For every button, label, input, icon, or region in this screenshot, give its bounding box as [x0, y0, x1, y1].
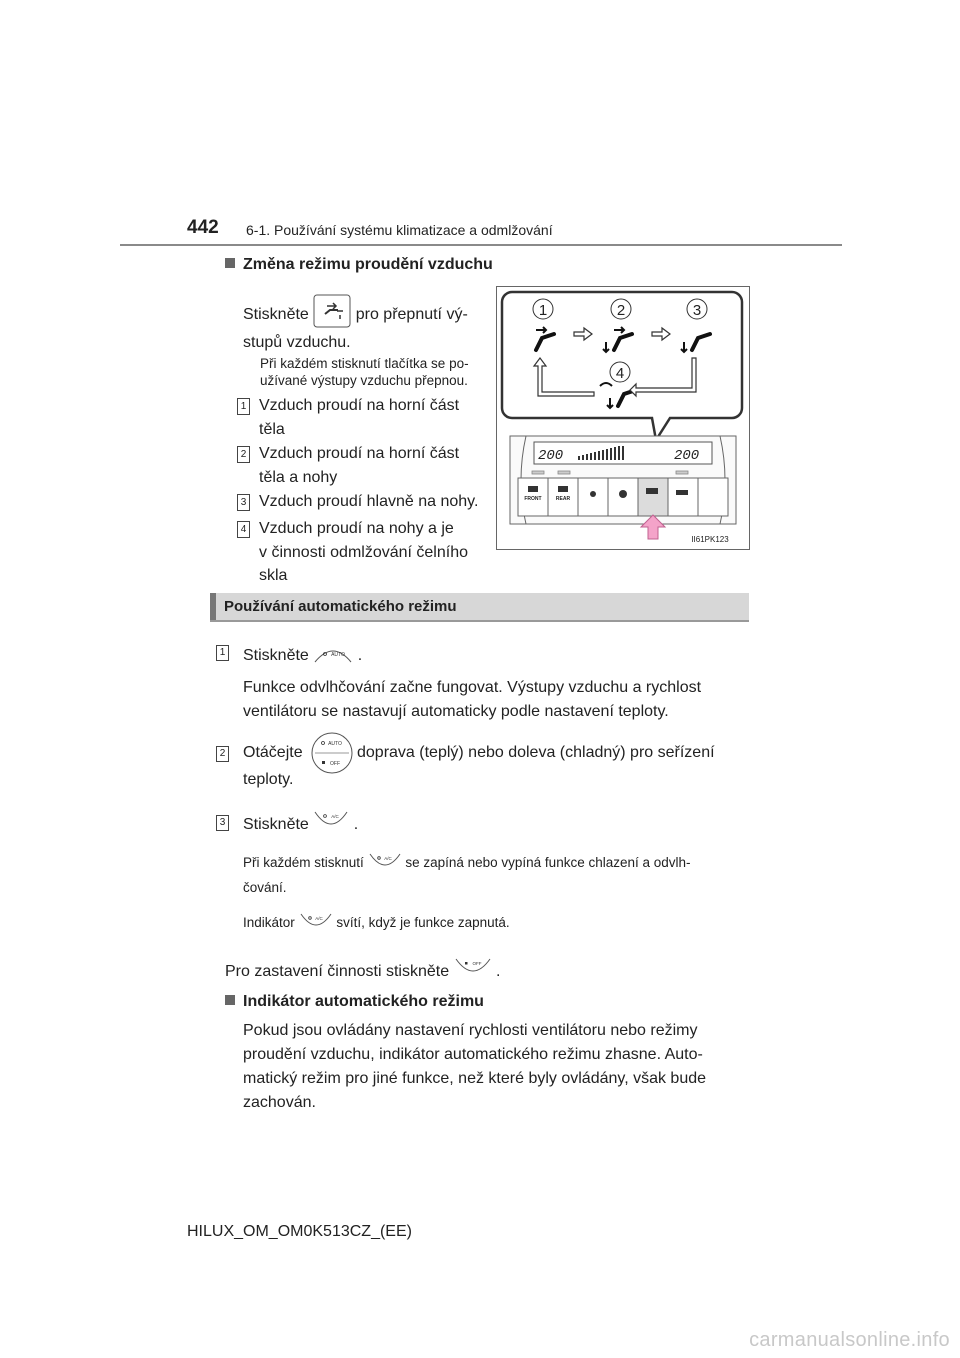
ac-indicator-icon-2: [299, 912, 333, 935]
page-number: 442: [187, 217, 219, 238]
indicator-paragraph-line4: zachován.: [243, 1094, 316, 1111]
svg-text:A/C: A/C: [383, 856, 392, 861]
display-left-temp: 200: [538, 448, 564, 464]
section-rule: [210, 620, 749, 622]
callout-number-2: [611, 299, 631, 319]
step-number-2: 2: [216, 746, 229, 762]
callout-number-3: [687, 299, 707, 319]
auto-mode-section-bar: [210, 593, 749, 620]
item-number-1: 1: [237, 398, 250, 415]
indicator-heading: Indikátor automatického režimu: [225, 993, 484, 1011]
step-3-text: Stiskněte A/C .: [243, 810, 358, 840]
step-1-text: Stiskněte AUTO .: [243, 640, 362, 672]
indicator-paragraph-line2: proudění vzduchu, indikátor automatického režimu zhasne. Auto-: [243, 1046, 703, 1063]
step-number-1: 1: [216, 645, 229, 661]
item-3-line1: Vzduch proudí hlavně na nohy.: [259, 493, 479, 510]
airflow-intro: Stiskněte pro přepnutí vý-: [243, 294, 493, 336]
step-1-paragraph-line2: ventilátoru se nastavují automaticky podle nastavení teploty.: [243, 703, 669, 720]
indicator-paragraph-line3: matický režim pro jiné funkce, než které byly ovládány, však bude: [243, 1070, 707, 1087]
svg-text:A/C: A/C: [331, 814, 340, 819]
item-number-3: 3: [237, 494, 250, 511]
square-bullet-icon: [225, 258, 235, 268]
item-number-2: 2: [237, 446, 250, 463]
airflow-note-line2: užívané výstupy vzduchu přepnou.: [260, 373, 468, 388]
svg-text:AUTO: AUTO: [328, 741, 342, 747]
item-1-line2: těla: [259, 421, 285, 438]
callout-number-4: [610, 362, 630, 382]
header-rule: [120, 244, 842, 246]
item-4-line2: v činnosti odmlžování čelního: [259, 544, 468, 561]
front-defog-label: FRONT: [524, 496, 542, 502]
airflow-mode-button-icon: [313, 294, 351, 336]
item-2-line1: Vzduch proudí na horní část: [259, 445, 460, 462]
svg-text:A/C: A/C: [314, 916, 323, 921]
stop-instruction: Pro zastavení činnosti stiskněte OFF .: [225, 957, 500, 987]
step-2-after: doprava (teplý) nebo doleva (chladný) pro seřízení: [357, 744, 715, 761]
step-1-paragraph-line1: Funkce odvlhčování začne fungovat. Výstupy vzduchu a rychlost: [243, 679, 702, 696]
note-1-line2: čování.: [243, 880, 287, 895]
note-2: Indikátor A/C svítí, když je funkce zapnutá.: [243, 912, 510, 935]
watermark: carmanualsonline.info: [749, 1329, 950, 1351]
svg-text:1: 1: [538, 302, 548, 319]
indicator-paragraph-line1: Pokud jsou ovládány nastavení rychlosti ventilátoru nebo režimy: [243, 1022, 698, 1039]
svg-text:OFF: OFF: [330, 761, 340, 767]
step-2-line2: teploty.: [243, 771, 294, 788]
item-1-line1: Vzduch proudí na horní část: [259, 397, 460, 414]
auto-mode-heading: Používání automatického režimu: [224, 598, 457, 615]
rear-defog-label: REAR: [555, 496, 571, 502]
document-code: HILUX_OM_OM0K513CZ_(EE): [187, 1223, 412, 1240]
step-number-3: 3: [216, 815, 229, 831]
item-4-line3: skla: [259, 567, 288, 584]
temperature-dial-icon: [311, 728, 353, 783]
climate-panel-figure: [496, 286, 750, 550]
svg-text:4: 4: [615, 365, 625, 382]
ac-indicator-icon: [368, 852, 402, 875]
item-4-line1: Vzduch proudí na nohy a je: [259, 520, 454, 537]
off-button-icon: [454, 957, 492, 987]
item-2-line2: těla a nohy: [259, 469, 338, 486]
svg-text:3: 3: [692, 302, 702, 319]
airflow-intro-line2: stupů vzduchu.: [243, 334, 351, 351]
section-title: 6-1. Používání systému klimatizace a odmlžování: [246, 222, 553, 238]
square-bullet-icon-2: [225, 995, 235, 1005]
airflow-heading: Změna režimu proudění vzduchu: [225, 256, 493, 274]
display-right-temp: 200: [674, 448, 700, 464]
svg-text:AUTO: AUTO: [331, 652, 346, 658]
figure-code: II61PK123: [691, 535, 729, 544]
item-number-4: 4: [237, 521, 250, 538]
svg-text:OFF: OFF: [472, 961, 482, 966]
auto-button-icon: [313, 640, 353, 672]
svg-text:2: 2: [616, 302, 626, 319]
callout-number-1: [533, 299, 553, 319]
note-1-line1: Při každém stisknutí A/C se zapíná nebo vypíná funkce chlazení a odvlh-: [243, 852, 691, 875]
ac-button-icon: [313, 810, 349, 840]
step-2-before: Otáčejte: [243, 744, 303, 761]
airflow-note-line1: Při každém stisknutí tlačítka se po-: [260, 356, 469, 371]
